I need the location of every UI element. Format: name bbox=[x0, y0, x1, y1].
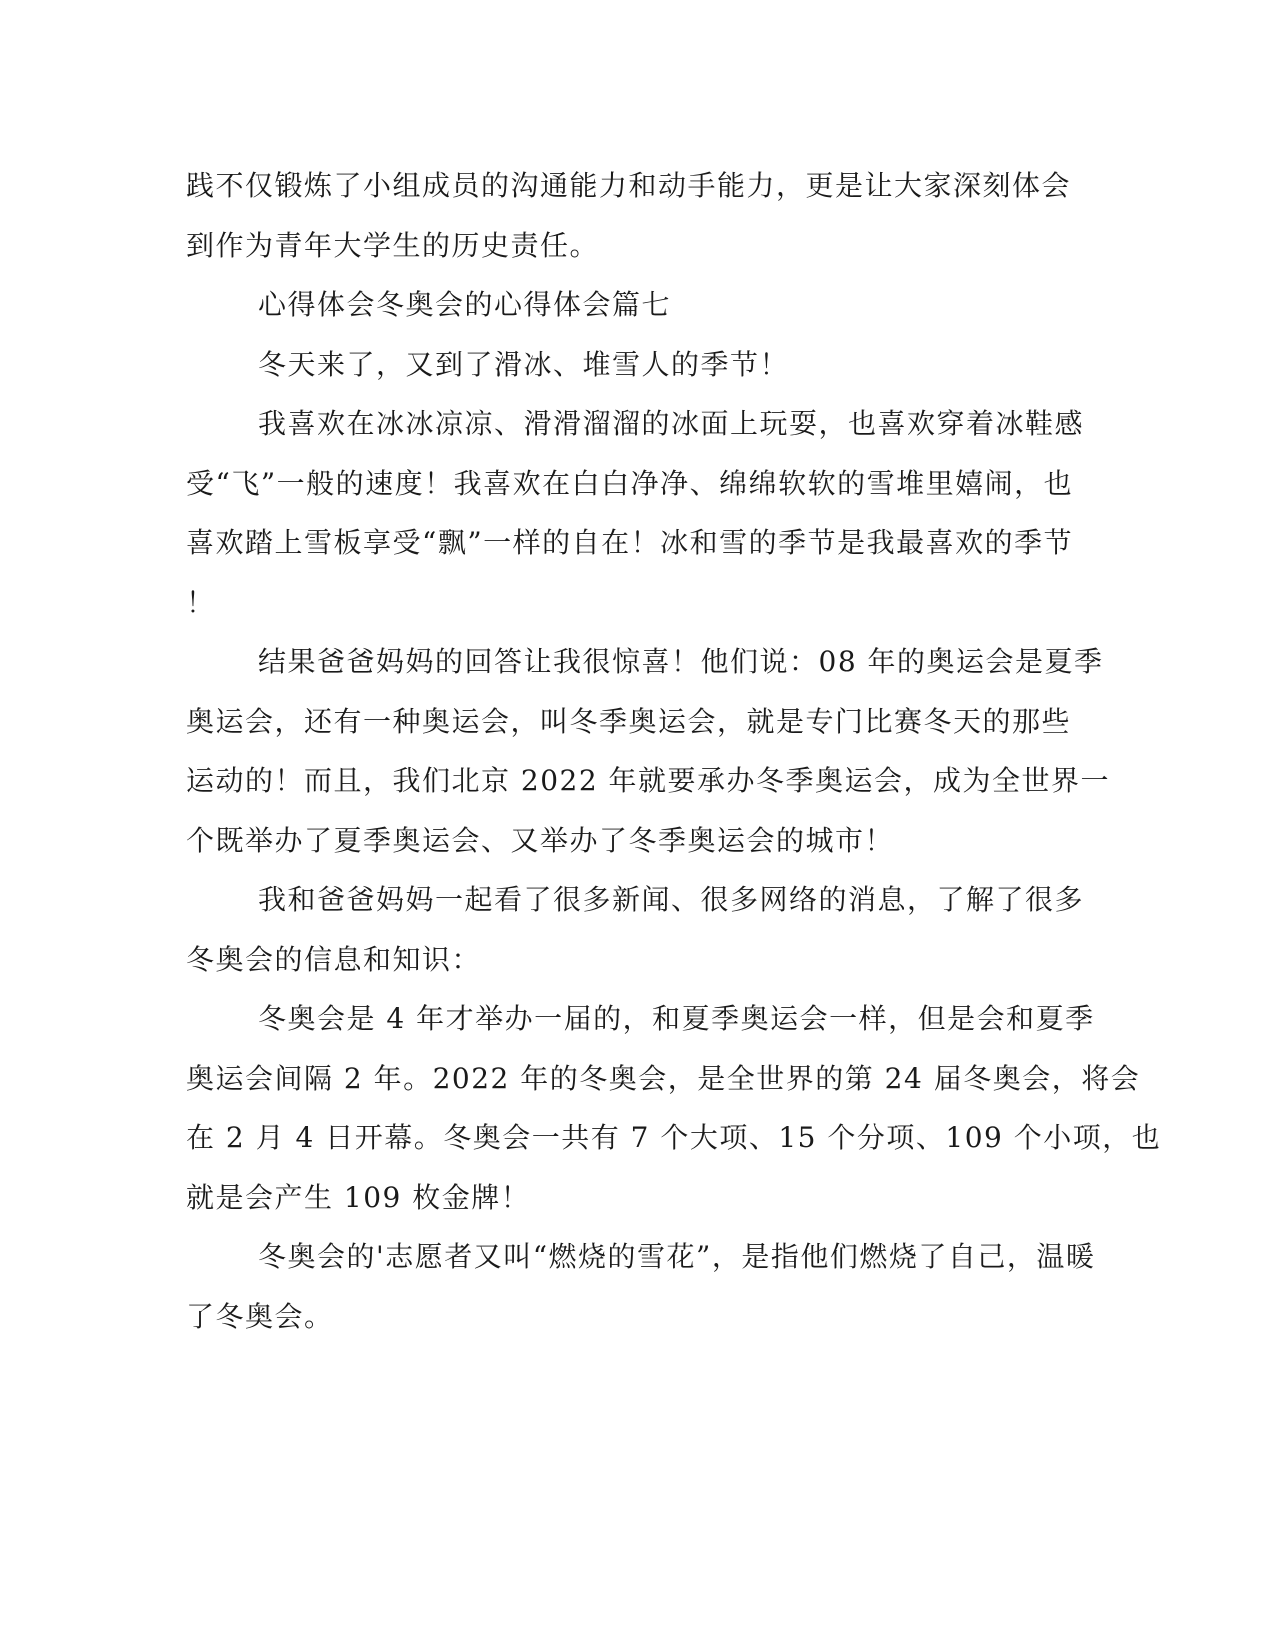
text-line-1: 践不仅锻炼了小组成员的沟通能力和动手能力，更是让大家深刻体会 bbox=[186, 169, 1072, 202]
text-line-7: 喜欢踏上雪板享受“飘”一样的自在！冰和雪的季节是我最喜欢的季节 bbox=[186, 526, 1074, 559]
text-line-13: 我和爸爸妈妈一起看了很多新闻、很多网络的消息，了解了很多 bbox=[258, 883, 1085, 916]
text-line-8: ！ bbox=[186, 585, 216, 619]
text-line-20: 了冬奥会。 bbox=[186, 1299, 334, 1333]
document-body bbox=[186, 156, 1162, 1346]
text-line-14: 冬奥会的信息和知识： bbox=[186, 942, 482, 976]
section-heading: 心得体会冬奥会的心得体会篇七 bbox=[258, 288, 672, 321]
text-line-16: 奥运会间隔 2 年。2022 年的冬奥会，是全世界的第 24 届冬奥会，将会 bbox=[186, 1061, 1141, 1095]
text-line-17: 在 2 月 4 日开幕。冬奥会一共有 7 个大项、15 个分项、109 个小项，也 bbox=[186, 1121, 1162, 1154]
text-line-9: 结果爸爸妈妈的回答让我很惊喜！他们说：08 年的奥运会是夏季 bbox=[258, 645, 1104, 678]
text-line-11: 运动的！而且，我们北京 2022 年就要承办冬季奥运会，成为全世界一 bbox=[186, 764, 1111, 797]
text-line-4: 冬天来了，又到了滑冰、堆雪人的季节！ bbox=[258, 347, 790, 381]
text-line-6: 受“飞”一般的速度！我喜欢在白白净净、绵绵软软的雪堆里嬉闹，也 bbox=[186, 466, 1074, 500]
text-line-5: 我喜欢在冰冰凉凉、滑滑溜溜的冰面上玩耍，也喜欢穿着冰鞋感 bbox=[258, 407, 1085, 440]
text-line-2: 到作为青年大学生的历史责任。 bbox=[186, 228, 600, 262]
text-line-18: 就是会产生 109 枚金牌！ bbox=[186, 1180, 531, 1214]
text-line-19: 冬奥会的'志愿者又叫“燃烧的雪花”，是指他们燃烧了自己，温暖 bbox=[258, 1240, 1096, 1273]
text-line-15: 冬奥会是 4 年才举办一届的，和夏季奥运会一样，但是会和夏季 bbox=[258, 1002, 1095, 1035]
text-line-10: 奥运会，还有一种奥运会，叫冬季奥运会，就是专门比赛冬天的那些 bbox=[186, 704, 1072, 738]
text-line-12: 个既举办了夏季奥运会、又举办了冬季奥运会的城市！ bbox=[186, 823, 895, 857]
